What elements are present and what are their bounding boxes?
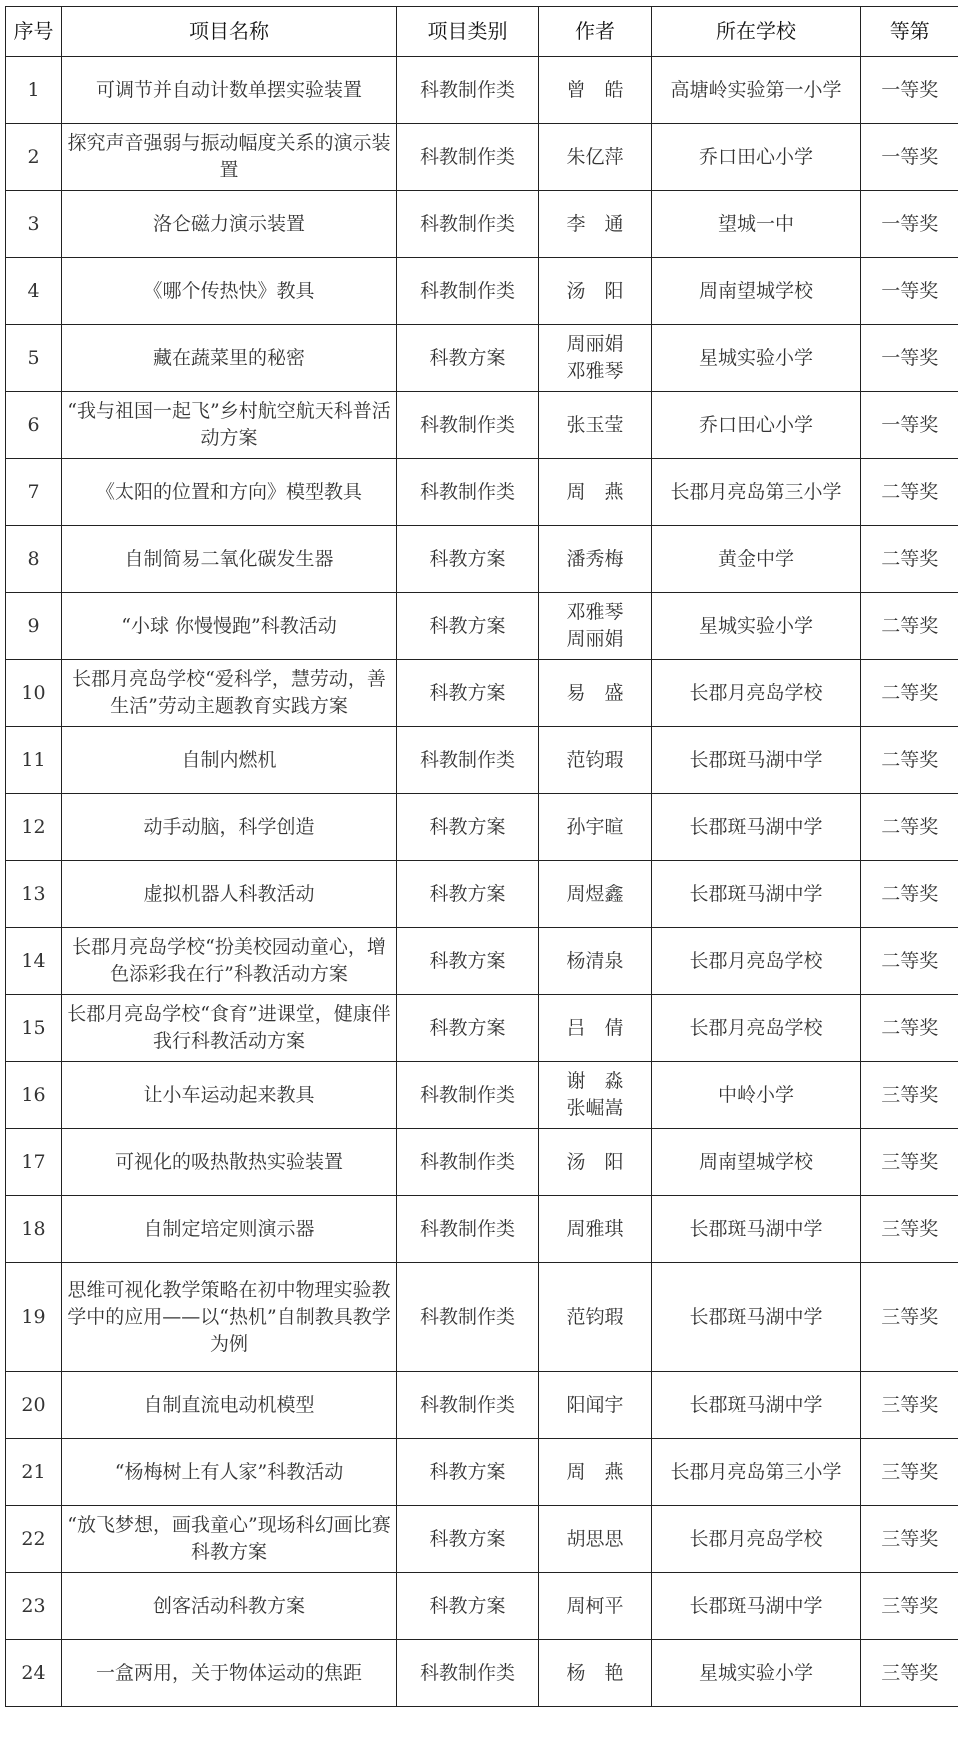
cell-category: 科教方案 [397,660,539,727]
table-row [6,861,958,928]
cell-author: 张玉莹 [539,392,652,459]
cell-school: 周南望城学校 [652,1129,861,1196]
cell-author: 阳闻宇 [539,1372,652,1439]
cell-category: 科教制作类 [397,1640,539,1707]
table-row [6,526,958,593]
cell-index: 24 [6,1640,62,1707]
cell-index: 4 [6,258,62,325]
table-row [6,1573,958,1640]
cell-project-name: 一盒两用，关于物体运动的焦距 [62,1640,397,1707]
cell-author: 李 通 [539,191,652,258]
cell-project-name: “放飞梦想，画我童心”现场科幻画比赛科教方案 [62,1506,397,1573]
cell-project-name: 自制内燃机 [62,727,397,794]
header-school: 所在学校 [652,7,861,57]
cell-school: 乔口田心小学 [652,392,861,459]
table-row [6,392,958,459]
cell-index: 16 [6,1062,62,1129]
table-row [6,1263,958,1372]
cell-school: 长郡斑马湖中学 [652,1372,861,1439]
cell-project-name: 虚拟机器人科教活动 [62,861,397,928]
cell-category: 科教方案 [397,861,539,928]
cell-index: 6 [6,392,62,459]
cell-school: 黄金中学 [652,526,861,593]
table-row [6,928,958,995]
cell-award: 三等奖 [861,1573,958,1640]
cell-author: 胡思思 [539,1506,652,1573]
award-table [5,6,958,1707]
cell-award: 一等奖 [861,57,958,124]
cell-project-name: 洛仑磁力演示装置 [62,191,397,258]
table-row [6,1196,958,1263]
cell-school: 星城实验小学 [652,593,861,660]
table-row [6,1439,958,1506]
cell-project-name: 创客活动科教方案 [62,1573,397,1640]
cell-project-name: 可调节并自动计数单摆实验装置 [62,57,397,124]
table-row [6,1372,958,1439]
cell-author: 朱亿萍 [539,124,652,191]
table-row [6,459,958,526]
cell-school: 长郡月亮岛学校 [652,995,861,1062]
cell-award: 三等奖 [861,1640,958,1707]
cell-index: 14 [6,928,62,995]
cell-project-name: 自制直流电动机模型 [62,1372,397,1439]
cell-category: 科教制作类 [397,1196,539,1263]
cell-index: 2 [6,124,62,191]
cell-index: 13 [6,861,62,928]
table-row [6,258,958,325]
cell-index: 1 [6,57,62,124]
cell-index: 5 [6,325,62,392]
table-row [6,593,958,660]
table-row [6,325,958,392]
cell-index: 21 [6,1439,62,1506]
table-row [6,57,958,124]
cell-category: 科教制作类 [397,392,539,459]
cell-author: 范钧瑕 [539,727,652,794]
cell-school: 长郡月亮岛学校 [652,1506,861,1573]
cell-author: 汤 阳 [539,1129,652,1196]
cell-school: 高塘岭实验第一小学 [652,57,861,124]
cell-category: 科教制作类 [397,459,539,526]
table-row [6,727,958,794]
cell-category: 科教方案 [397,928,539,995]
table-row [6,1640,958,1707]
cell-award: 二等奖 [861,593,958,660]
cell-author: 杨 艳 [539,1640,652,1707]
cell-award: 一等奖 [861,191,958,258]
cell-author: 曾 皓 [539,57,652,124]
cell-author: 潘秀梅 [539,526,652,593]
cell-school: 望城一中 [652,191,861,258]
cell-author: 汤 阳 [539,258,652,325]
cell-category: 科教方案 [397,593,539,660]
cell-project-name: 让小车运动起来教具 [62,1062,397,1129]
cell-award: 三等奖 [861,1129,958,1196]
header-index: 序号 [6,7,62,57]
cell-category: 科教制作类 [397,1129,539,1196]
header-category: 项目类别 [397,7,539,57]
cell-category: 科教方案 [397,325,539,392]
cell-category: 科教制作类 [397,727,539,794]
cell-project-name: 思维可视化教学策略在初中物理实验教学中的应用——以“热机”自制教具教学为例 [62,1263,397,1372]
cell-project-name: “杨梅树上有人家”科教活动 [62,1439,397,1506]
cell-school: 长郡斑马湖中学 [652,1573,861,1640]
cell-author: 周煜鑫 [539,861,652,928]
cell-award: 三等奖 [861,1506,958,1573]
cell-category: 科教方案 [397,794,539,861]
table-body [6,57,958,1707]
cell-project-name: 《哪个传热快》教具 [62,258,397,325]
cell-author: 邓雅琴 周丽娟 [539,593,652,660]
cell-author: 易 盛 [539,660,652,727]
cell-project-name: 长郡月亮岛学校“扮美校园动童心，增色添彩我在行”科教活动方案 [62,928,397,995]
cell-index: 3 [6,191,62,258]
cell-author: 谢 淼 张崛嵩 [539,1062,652,1129]
cell-project-name: 自制定培定则演示器 [62,1196,397,1263]
cell-category: 科教制作类 [397,57,539,124]
cell-category: 科教方案 [397,995,539,1062]
header-project-name: 项目名称 [62,7,397,57]
cell-project-name: “小球 你慢慢跑”科教活动 [62,593,397,660]
cell-category: 科教制作类 [397,1372,539,1439]
cell-category: 科教制作类 [397,191,539,258]
cell-category: 科教制作类 [397,258,539,325]
cell-category: 科教方案 [397,1573,539,1640]
cell-school: 中岭小学 [652,1062,861,1129]
cell-award: 二等奖 [861,995,958,1062]
cell-school: 长郡月亮岛第三小学 [652,1439,861,1506]
cell-index: 7 [6,459,62,526]
cell-author: 杨清泉 [539,928,652,995]
header-award: 等第 [861,7,958,57]
table-row [6,191,958,258]
cell-award: 一等奖 [861,392,958,459]
table-row [6,995,958,1062]
cell-project-name: 长郡月亮岛学校“食育”进课堂，健康伴我行科教活动方案 [62,995,397,1062]
cell-project-name: 《太阳的位置和方向》模型教具 [62,459,397,526]
cell-author: 周柯平 [539,1573,652,1640]
cell-award: 三等奖 [861,1263,958,1372]
cell-award: 三等奖 [861,1062,958,1129]
cell-category: 科教方案 [397,526,539,593]
table-row [6,124,958,191]
cell-project-name: 探究声音强弱与振动幅度关系的演示装置 [62,124,397,191]
cell-award: 一等奖 [861,124,958,191]
cell-index: 11 [6,727,62,794]
cell-school: 长郡斑马湖中学 [652,727,861,794]
cell-category: 科教制作类 [397,124,539,191]
cell-award: 三等奖 [861,1439,958,1506]
cell-index: 15 [6,995,62,1062]
cell-category: 科教制作类 [397,1062,539,1129]
cell-school: 星城实验小学 [652,325,861,392]
cell-author: 周 燕 [539,1439,652,1506]
cell-award: 三等奖 [861,1372,958,1439]
cell-school: 长郡月亮岛学校 [652,660,861,727]
cell-index: 18 [6,1196,62,1263]
cell-school: 长郡斑马湖中学 [652,794,861,861]
cell-school: 长郡斑马湖中学 [652,1196,861,1263]
header-author: 作者 [539,7,652,57]
cell-author: 范钧瑕 [539,1263,652,1372]
cell-award: 三等奖 [861,1196,958,1263]
cell-author: 周丽娟 邓雅琴 [539,325,652,392]
cell-award: 一等奖 [861,258,958,325]
cell-author: 周 燕 [539,459,652,526]
cell-award: 二等奖 [861,928,958,995]
table-row [6,1506,958,1573]
cell-school: 长郡月亮岛第三小学 [652,459,861,526]
cell-author: 孙宇暄 [539,794,652,861]
cell-index: 10 [6,660,62,727]
cell-school: 星城实验小学 [652,1640,861,1707]
cell-school: 长郡月亮岛学校 [652,928,861,995]
cell-award: 二等奖 [861,459,958,526]
cell-index: 9 [6,593,62,660]
cell-project-name: 可视化的吸热散热实验装置 [62,1129,397,1196]
cell-author: 吕 倩 [539,995,652,1062]
cell-project-name: 动手动脑，科学创造 [62,794,397,861]
cell-project-name: 自制简易二氧化碳发生器 [62,526,397,593]
cell-award: 二等奖 [861,861,958,928]
cell-award: 一等奖 [861,325,958,392]
cell-school: 乔口田心小学 [652,124,861,191]
cell-project-name: 长郡月亮岛学校“爱科学，慧劳动，善生活”劳动主题教育实践方案 [62,660,397,727]
cell-category: 科教制作类 [397,1263,539,1372]
cell-school: 周南望城学校 [652,258,861,325]
cell-project-name: 藏在蔬菜里的秘密 [62,325,397,392]
cell-school: 长郡斑马湖中学 [652,861,861,928]
table-row [6,1062,958,1129]
cell-award: 二等奖 [861,794,958,861]
cell-index: 23 [6,1573,62,1640]
cell-index: 19 [6,1263,62,1372]
cell-category: 科教方案 [397,1439,539,1506]
cell-project-name: “我与祖国一起飞”乡村航空航天科普活动方案 [62,392,397,459]
cell-author: 周雅琪 [539,1196,652,1263]
header-row [6,7,958,57]
cell-index: 17 [6,1129,62,1196]
cell-award: 二等奖 [861,727,958,794]
table-row [6,660,958,727]
table-row [6,1129,958,1196]
cell-index: 12 [6,794,62,861]
cell-index: 22 [6,1506,62,1573]
table-row [6,794,958,861]
cell-school: 长郡斑马湖中学 [652,1263,861,1372]
cell-category: 科教方案 [397,1506,539,1573]
cell-index: 20 [6,1372,62,1439]
cell-index: 8 [6,526,62,593]
cell-award: 二等奖 [861,660,958,727]
cell-award: 二等奖 [861,526,958,593]
